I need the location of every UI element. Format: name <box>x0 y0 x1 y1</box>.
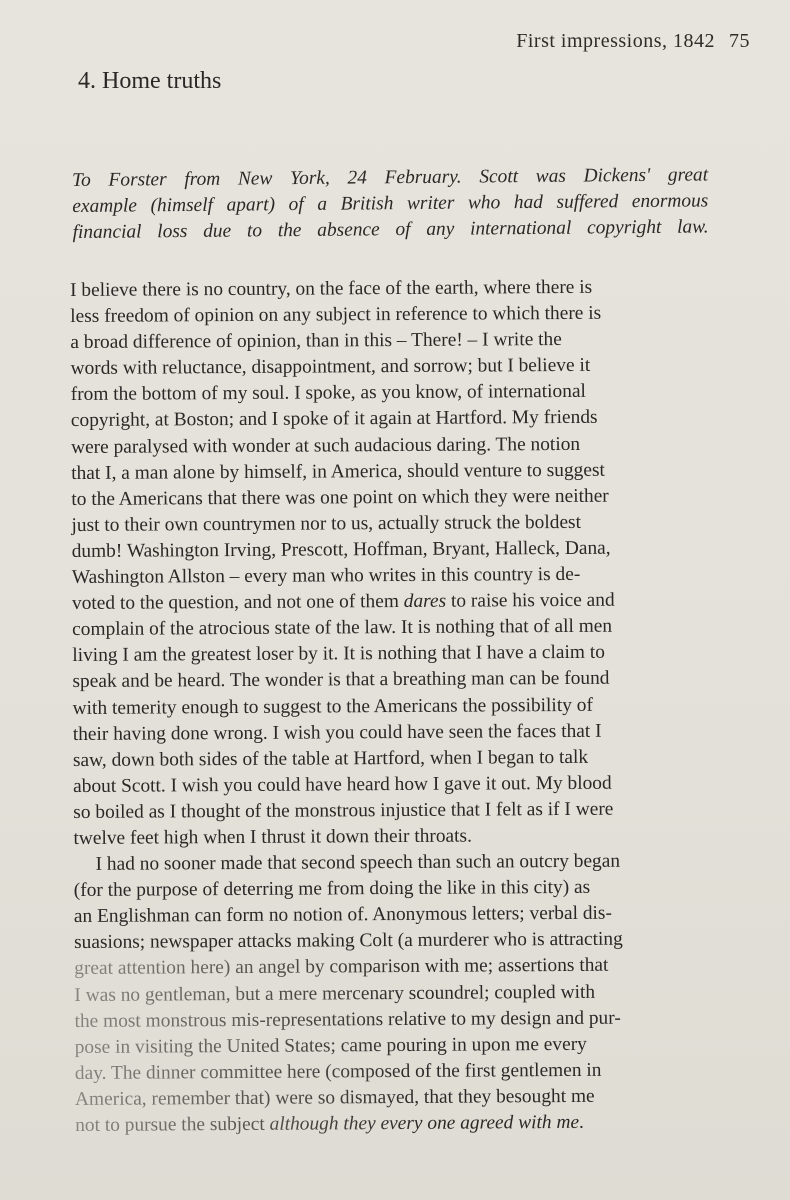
text-line: a broad difference of opinion, than in this – There! – I write the <box>70 329 562 354</box>
text-line: less freedom of opinion on any subject in reference to which there is <box>70 302 602 328</box>
text-line-with-emphasis <box>75 1109 717 1139</box>
text-line: that I, a man alone by himself, in America, should venture to suggest <box>71 459 605 484</box>
emphasized-word: dares <box>403 590 447 613</box>
text-line: I was no gentleman, but a mere mercenary scoundrel; coupled with <box>74 979 716 1009</box>
text-segment: voted to the question, and not one of them <box>71 591 404 615</box>
letter-paragraph-2 <box>74 848 718 1139</box>
text-line: pose in visiting the United States; came pouring in upon me every <box>75 1031 717 1061</box>
section-heading: 4. Home truths <box>78 68 222 94</box>
text-line: day. The dinner committee here (composed of the first gentlemen in <box>75 1057 717 1087</box>
text-line: words with reluctance, disappointment, and sorrow; but I believe it <box>70 355 591 380</box>
text-line: to the Americans that there was one point on which they were neither <box>71 485 609 510</box>
text-line: America, remember that) were so dismayed, that they besought me <box>75 1083 717 1113</box>
letter-paragraph-1 <box>70 274 715 852</box>
intro-line: example (himself apart) of a British writer who had suffered enormous <box>72 190 709 217</box>
text-line: copyright, at Boston; and I spoke of it again at Hartford. My friends <box>70 407 598 432</box>
text-line: about Scott. I wish you could have heard how I gave it out. My blood <box>73 772 612 797</box>
text-line: with temerity enough to suggest to the Americans the possibility of <box>72 694 593 719</box>
text-line: an Englishman can form no notion of. Anonymous letters; verbal dis- <box>73 902 612 928</box>
running-title: First impressions, 1842 <box>516 30 715 52</box>
text-line: from the bottom of my soul. I spoke, as you know, of international <box>70 381 586 406</box>
letter-introduction <box>72 162 709 246</box>
text-line: great attention here) an angel by comparison with me; assertions that <box>74 953 716 983</box>
letter-body <box>70 274 717 1139</box>
text-line: I believe there is no country, on the face of the earth, where there is <box>70 276 593 301</box>
emphasized-phrase: although they every one agreed with me <box>269 1111 580 1135</box>
text-line: complain of the atrocious state of the law. It is nothing that of all men <box>72 615 613 641</box>
text-segment: . <box>578 1111 584 1133</box>
text-line: the most monstrous mis-representations relative to my design and pur- <box>74 1005 716 1035</box>
text-line: their having done wrong. I wish you could have seen the faces that I <box>72 720 602 745</box>
text-line: suasions; newspaper attacks making Colt (a murderer who is attracting <box>73 928 623 954</box>
text-line: (for the purpose of deterring me from doing the like in this city) as <box>73 876 591 902</box>
text-line: Washington Allston – every man who writes in this country is de- <box>71 563 581 589</box>
text-line: just to their own countrymen nor to us, actually struck the boldest <box>71 511 582 536</box>
text-line: so boiled as I thought of the monstrous injustice that I felt as if I were <box>73 798 614 823</box>
text-segment: to raise his voice and <box>446 589 615 612</box>
text-line: dumb! Washington Irving, Prescott, Hoffman, Bryant, Halleck, Dana, <box>71 537 611 562</box>
text-line: saw, down both sides of the table at Hartford, when I began to talk <box>72 746 589 771</box>
intro-line: To Forster from New York, 24 February. Scott was Dickens' great <box>72 164 709 191</box>
running-header <box>516 30 750 53</box>
text-line-with-emphasis <box>72 587 714 617</box>
text-line: living I am the greatest loser by it. It is nothing that I have a claim to <box>72 642 605 667</box>
text-line: twelve feet high when I thrust it down their throats. <box>73 825 472 849</box>
text-line: speak and be heard. The wonder is that a breathing man can be found <box>72 668 610 693</box>
text-line: were paralysed with wonder at such audacious daring. The notion <box>70 433 581 458</box>
intro-line: financial loss due to the absence of any international copyright law. <box>72 216 709 243</box>
page-number: 75 <box>729 30 750 52</box>
text-segment: not to pursue the subject <box>75 1113 270 1136</box>
text-line: I had no sooner made that second speech than such an outcry began <box>95 850 621 875</box>
